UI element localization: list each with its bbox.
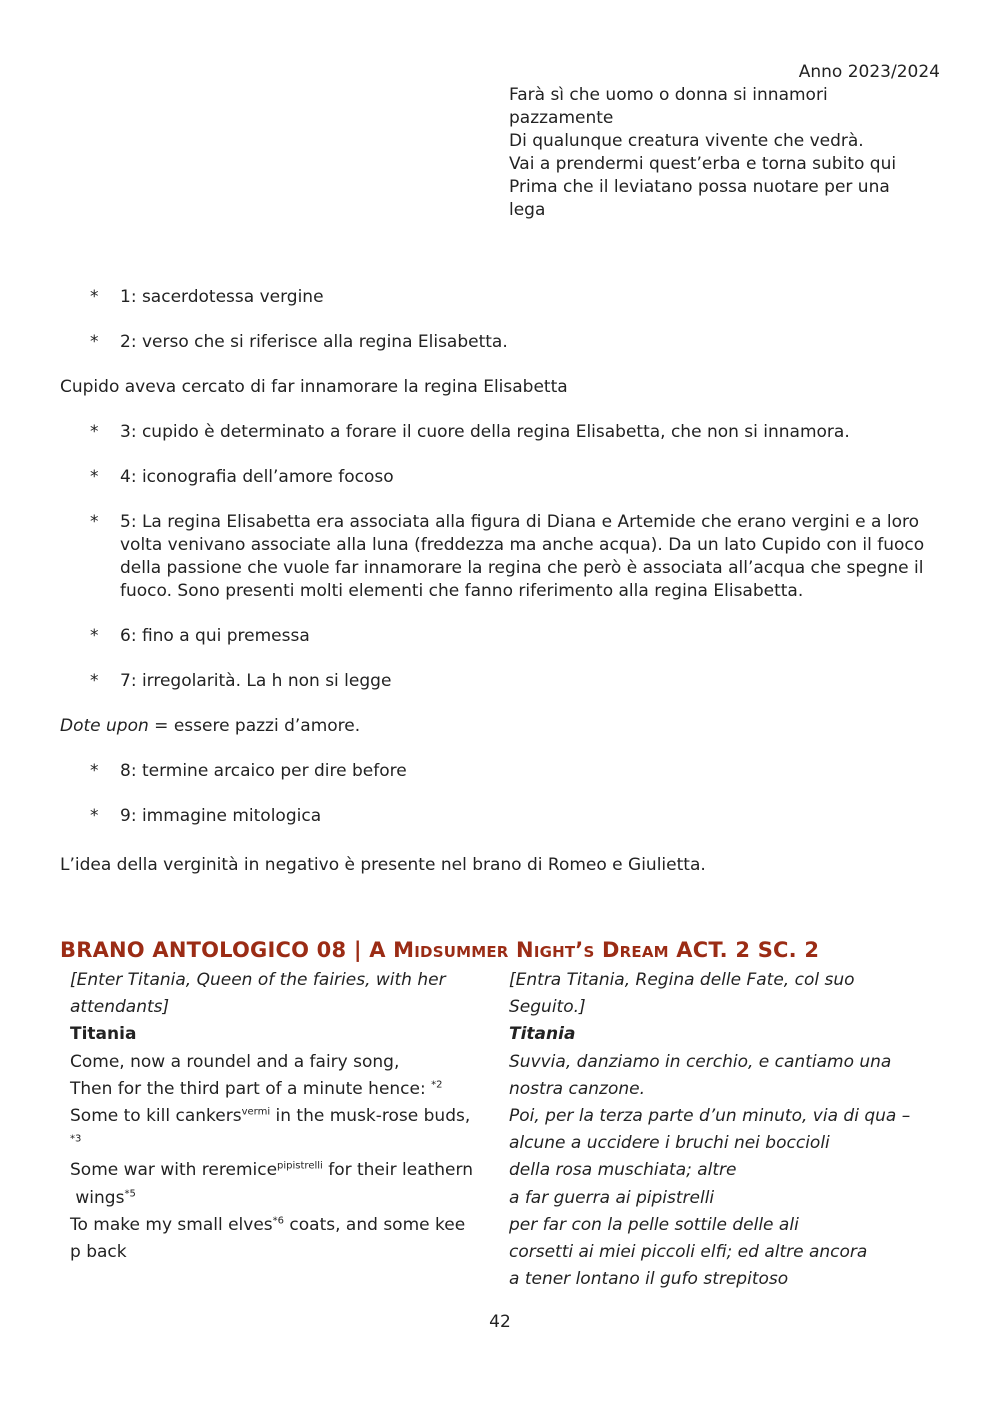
verse-line: lega xyxy=(509,200,546,220)
verse-line: Poi, per la terza parte d’un minuto, via di qua – xyxy=(509,1106,911,1127)
top-verse xyxy=(509,84,939,222)
verse-text: for their leathern xyxy=(322,1160,473,1181)
note-text: 7: irregolarità. La h non si legge xyxy=(120,671,392,691)
verse-line: alcune a uccidere i bruchi nei boccioli xyxy=(509,1133,830,1154)
stage-direction: [Entra Titania, Regina delle Fate, col suo xyxy=(509,970,855,990)
bullet-star: * xyxy=(90,467,99,487)
translation-column xyxy=(509,967,939,1293)
note-text: 4: iconografia dell’amore focoso xyxy=(120,467,394,487)
verse-line: Suvvia, danziamo in cerchio, e cantiamo una xyxy=(509,1051,892,1072)
verse-line: Prima che il leviatano possa nuotare per una xyxy=(509,177,890,197)
bullet-star: * xyxy=(90,671,99,691)
verse-line: pazzamente xyxy=(509,108,614,128)
bullet-star: * xyxy=(90,761,99,781)
verse-line: Come, now a roundel and a fairy song, xyxy=(70,1051,400,1072)
verse-line: corsetti ai miei piccoli elfi; ed altre ancora xyxy=(509,1242,868,1263)
note-text: 9: immagine mitologica xyxy=(120,806,322,826)
note-item xyxy=(60,331,940,354)
bullet-star: * xyxy=(90,626,99,646)
note-text: 6: fino a qui premessa xyxy=(120,626,310,646)
note-text: 3: cupido è determinato a forare il cuore della regina Elisabetta, che non si innamora. xyxy=(120,422,850,442)
verse-line: per far con la pelle sottile delle ali xyxy=(509,1214,799,1235)
verse-text: Some war with reremice xyxy=(70,1160,278,1181)
note-text: 2: verso che si riferisce alla regina Elisabetta. xyxy=(120,332,508,352)
verse-line: Farà sì che uomo o donna si innamori xyxy=(509,85,828,105)
gloss: vermi xyxy=(241,1106,271,1118)
header-year: Anno 2023/2024 xyxy=(798,62,940,82)
note-item xyxy=(60,625,940,648)
note-ref: *6 xyxy=(272,1215,285,1227)
note-ref: *2 xyxy=(431,1079,443,1091)
note-item xyxy=(60,466,940,489)
verse-line xyxy=(70,1076,495,1103)
section-suffix: ACT. 2 SC. 2 xyxy=(668,938,820,962)
stage-direction: Seguito.] xyxy=(509,997,586,1018)
note-item xyxy=(60,421,940,444)
paragraph xyxy=(60,715,940,738)
speaker-name: Titania xyxy=(509,1024,576,1045)
verse-text: To make my small elves xyxy=(70,1214,273,1235)
note-item xyxy=(60,760,940,783)
verse-line xyxy=(70,1212,495,1239)
verse-line: nostra canzone. xyxy=(509,1078,646,1099)
verse-line xyxy=(70,1103,495,1130)
paragraph: L’idea della verginità in negativo è presente nel brano di Romeo e Giulietta. xyxy=(60,855,706,875)
verse-line: Vai a prendermi quest’erba e torna subito qui xyxy=(509,154,897,174)
play-title: A Midsummer Night’s Dream xyxy=(369,938,669,962)
verse-line xyxy=(70,1185,495,1212)
verse-line xyxy=(70,1157,495,1184)
note-item xyxy=(60,286,940,309)
verse-text: coats, and some kee xyxy=(284,1214,466,1235)
verse-text: in the musk-rose buds, xyxy=(270,1106,471,1127)
note-text: 1: sacerdotessa vergine xyxy=(120,287,324,307)
verse-line: della rosa muschiata; altre xyxy=(509,1160,737,1181)
speaker-name: Titania xyxy=(70,1024,137,1045)
note-item xyxy=(60,511,940,603)
verse-line: p back xyxy=(70,1242,127,1263)
original-text-column xyxy=(70,967,495,1266)
bullet-star: * xyxy=(90,422,99,442)
note-text: 5: La regina Elisabetta era associata alla figura di Diana e Artemide che erano vergini e a loro volta venivano associate alla luna (freddezza ma anche acqua). Da un lato Cupido con il fuoco della passione che vuole far innamorare la regina che però è associata all’acqua che spegne il fuoco. Sono presenti molti elementi che fanno riferimento alla regina Elisabetta. xyxy=(120,512,925,601)
verse-text: Some to kill cankers xyxy=(70,1106,242,1127)
verse-text: Then for the third part of a minute hence: xyxy=(70,1078,432,1099)
verse-text: wings xyxy=(70,1187,125,1208)
note-text: 8: termine arcaico per dire before xyxy=(120,761,407,781)
bullet-star: * xyxy=(90,287,99,307)
section-title xyxy=(60,938,819,962)
gloss: pipistrelli xyxy=(277,1160,323,1172)
paragraph: Cupido aveva cercato di far innamorare la regina Elisabetta xyxy=(60,377,568,397)
section-prefix: BRANO ANTOLOGICO 08 | xyxy=(60,938,370,962)
verse-line: a tener lontano il gufo strepitoso xyxy=(509,1269,789,1290)
notes-section xyxy=(60,286,940,877)
verse-line xyxy=(70,1130,495,1157)
note-item xyxy=(60,670,940,693)
stage-direction: attendants] xyxy=(70,997,170,1018)
verse-line: Di qualunque creatura vivente che vedrà. xyxy=(509,131,864,151)
note-ref: *5 xyxy=(124,1187,136,1199)
note-item xyxy=(60,805,940,828)
stage-direction: [Enter Titania, Queen of the fairies, with her xyxy=(70,970,446,990)
verse-line: a far guerra ai pipistrelli xyxy=(509,1187,715,1208)
bullet-star: * xyxy=(90,332,99,352)
note-ref: *3 xyxy=(70,1133,82,1145)
page-number: 42 xyxy=(489,1312,511,1332)
bullet-star: * xyxy=(90,512,99,532)
definition: = essere pazzi d’amore. xyxy=(148,716,361,736)
bullet-star: * xyxy=(90,806,99,826)
term: Dote upon xyxy=(60,716,149,736)
